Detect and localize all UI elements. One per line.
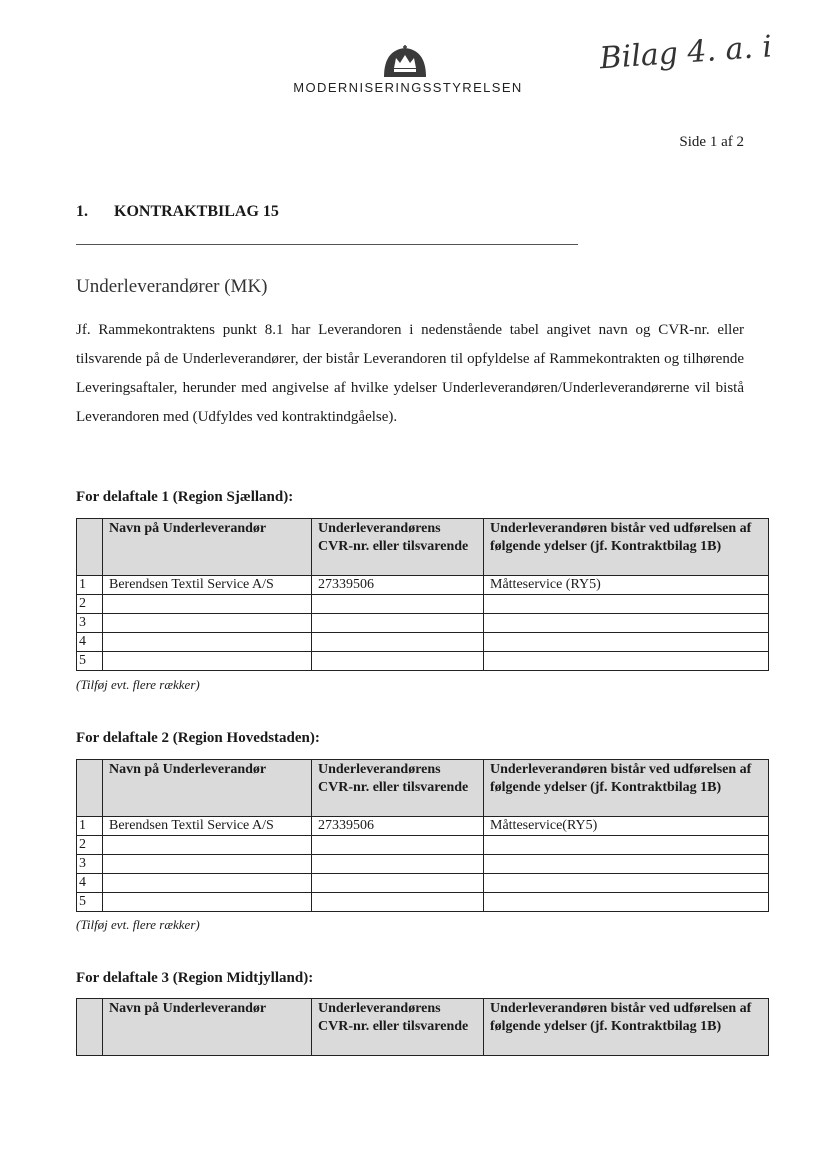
table-row (77, 633, 769, 652)
cell-service (484, 614, 769, 633)
cell-cvr (312, 633, 484, 652)
section-title-delaftale-2: For delaftale 2 (Region Hovedstaden): (76, 730, 320, 746)
header-service: Underleverandøren bistår ved udførelsen af følgende ydelser (jf. Kontraktbilag 1B) (484, 760, 769, 817)
table-header-row (77, 760, 769, 817)
subcontractor-table-2 (76, 759, 769, 912)
subcontractor-table-3 (76, 998, 769, 1056)
row-number: 4 (77, 874, 103, 893)
row-number: 5 (77, 893, 103, 912)
cell-name (103, 836, 312, 855)
heading-rule (76, 244, 578, 245)
section-heading (76, 203, 279, 221)
subcontractor-table-1 (76, 518, 769, 671)
table-row (77, 836, 769, 855)
section-title-delaftale-3: For delaftale 3 (Region Midtjylland): (76, 970, 314, 986)
row-number: 3 (77, 855, 103, 874)
row-number: 1 (77, 576, 103, 595)
table-row (77, 576, 769, 595)
cell-cvr (312, 652, 484, 671)
header-index-cell (77, 760, 103, 817)
row-number: 3 (77, 614, 103, 633)
table-row (77, 817, 769, 836)
table-row (77, 614, 769, 633)
cell-service (484, 874, 769, 893)
header-index-cell (77, 519, 103, 576)
header-name: Navn på Underleverandør (103, 760, 312, 817)
agency-name: MODERNISERINGSSTYRELSEN (293, 80, 523, 95)
table-row (77, 855, 769, 874)
header-cvr: Underleverandørens CVR-nr. eller tilsvarende (312, 760, 484, 817)
table-header-row (77, 519, 769, 576)
cell-cvr (312, 595, 484, 614)
header-cvr: Underleverandørens CVR-nr. eller tilsvarende (312, 999, 484, 1056)
add-rows-note: (Tilføj evt. flere rækker) (76, 677, 200, 692)
add-rows-note: (Tilføj evt. flere rækker) (76, 917, 200, 932)
cell-cvr (312, 614, 484, 633)
cell-service (484, 893, 769, 912)
cell-cvr (312, 893, 484, 912)
row-number: 2 (77, 595, 103, 614)
cell-name (103, 595, 312, 614)
cell-service: Måtteservice(RY5) (484, 817, 769, 836)
intro-paragraph: Jf. Rammekontraktens punkt 8.1 har Leverandoren i nedenstående tabel angivet navn og CVR-nr. eller tilsvarende på de Underleverandører, der bistår Leverandoren til opfyldelse af Rammekontrakten og tilhørende Leveringsaftaler, herunder med angivelse af hvilke ydelser Underleverandøren/Underleverandørerne vil bistå Leverandoren med (Udfyldes ved kontraktindgåelse). (76, 322, 744, 425)
section-title-delaftale-1: For delaftale 1 (Region Sjælland): (76, 489, 294, 505)
cell-service (484, 855, 769, 874)
header-name: Navn på Underleverandør (103, 519, 312, 576)
header-cvr: Underleverandørens CVR-nr. eller tilsvarende (312, 519, 484, 576)
cell-cvr (312, 836, 484, 855)
cell-cvr (312, 855, 484, 874)
cell-name (103, 855, 312, 874)
table-row (77, 652, 769, 671)
header-service: Underleverandøren bistår ved udførelsen af følgende ydelser (jf. Kontraktbilag 1B) (484, 999, 769, 1056)
heading-title: KONTRAKTBILAG 15 (114, 203, 279, 220)
header-name: Navn på Underleverandør (103, 999, 312, 1056)
handwritten-annotation: Bilag 4. a. i (598, 29, 774, 77)
cell-service (484, 595, 769, 614)
subheading: Underleverandører (MK) (76, 276, 268, 297)
cell-cvr (312, 874, 484, 893)
cell-service: Måtteservice (RY5) (484, 576, 769, 595)
cell-name (103, 633, 312, 652)
cell-name: Berendsen Textil Service A/S (103, 817, 312, 836)
table-row (77, 893, 769, 912)
header-service: Underleverandøren bistår ved udførelsen af følgende ydelser (jf. Kontraktbilag 1B) (484, 519, 769, 576)
cell-cvr: 27339506 (312, 817, 484, 836)
row-number: 1 (77, 817, 103, 836)
table-row (77, 595, 769, 614)
cell-name (103, 614, 312, 633)
cell-name (103, 652, 312, 671)
crown-logo-icon (380, 44, 430, 78)
row-number: 2 (77, 836, 103, 855)
table-header-row (77, 999, 769, 1056)
cell-service (484, 836, 769, 855)
table-row (77, 874, 769, 893)
cell-name (103, 874, 312, 893)
cell-cvr: 27339506 (312, 576, 484, 595)
header-index-cell (77, 999, 103, 1056)
cell-name (103, 893, 312, 912)
row-number: 5 (77, 652, 103, 671)
row-number: 4 (77, 633, 103, 652)
cell-service (484, 633, 769, 652)
page-number: Side 1 af 2 (679, 134, 744, 150)
cell-name: Berendsen Textil Service A/S (103, 576, 312, 595)
cell-service (484, 652, 769, 671)
heading-number: 1. (76, 203, 88, 220)
